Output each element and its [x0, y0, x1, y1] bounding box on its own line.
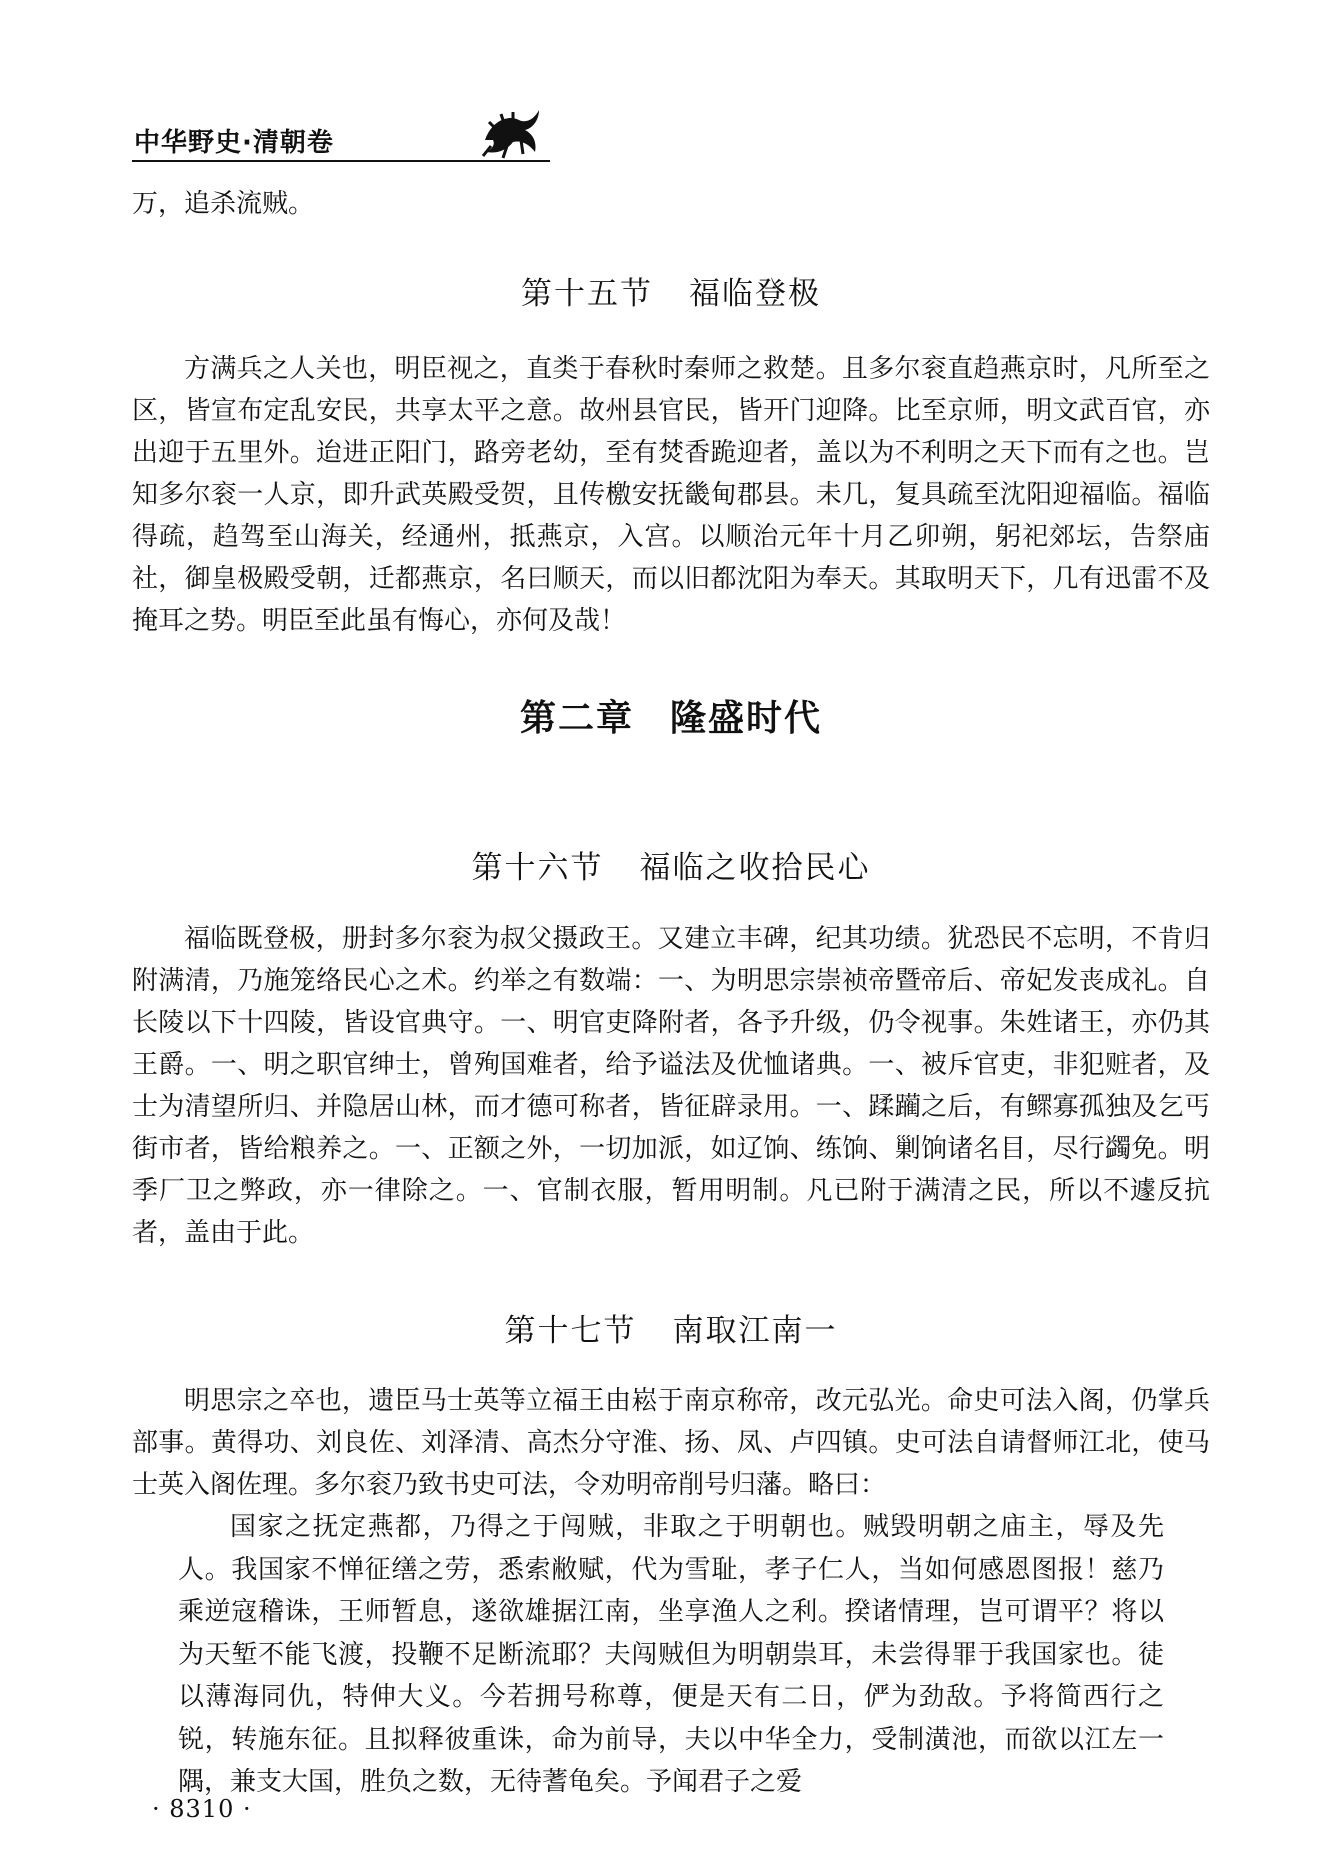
header-rule — [132, 160, 550, 162]
section-title: 南取江南一 — [672, 1313, 838, 1349]
section-number: 第十五节 — [521, 276, 653, 312]
body-paragraph: 明思宗之卒也，遗臣马士英等立福王由崧于南京称帝，改元弘光。命史可法入阁，仍掌兵部事。黄得功、刘良佐、刘泽清、高杰分守淮、扬、凤、卢四镇。史可法自请督师江北，使马士英入阁佐理。多尔衮乃致书史可法，令劝明帝削号归藩。略曰： — [132, 1386, 1210, 1500]
section-heading-17 — [132, 1305, 1210, 1350]
section-heading-16 — [132, 842, 1210, 887]
section-title: 福临登极 — [689, 276, 821, 312]
section-number: 第十七节 — [504, 1313, 637, 1349]
chapter-number: 第二章 — [519, 698, 634, 739]
body-paragraph: 福临既登极，册封多尔衮为叔父摄政王。又建立丰碑，纪其功绩。犹恐民不忘明，不肯归附满清，乃施笼络民心之术。约举之有数端：一、为明思宗崇祯帝暨帝后、帝妃发丧成礼。自长陵以下十四陵，皆设官典守。一、明官吏降附者，各予升级，仍令视事。朱姓诸王，亦仍其王爵。一、明之职官绅士，曾殉国难者，给予谥法及优恤诸典。一、被斥官吏，非犯赃者，及士为清望所归、并隐居山林，而才德可称者，皆征辟录用。一、蹂躏之后，有鳏寡孤独及乞丐街市者，皆给粮养之。一、正额之外，一切加派，如辽饷、练饷、剿饷诸名目，尽行蠲免。明季厂卫之弊政，亦一律除之。一、官制衣服，暂用明制。凡已附于满清之民，所以不遽反抗者，盖由于此。 — [132, 924, 1210, 1248]
page-number: · 8310 · — [152, 1795, 252, 1823]
body-paragraph: 方满兵之人关也，明臣视之，直类于春秋时秦师之救楚。且多尔衮直趋燕京时，凡所至之区，皆宣布定乱安民，共享太平之意。故州县官民，皆开门迎降。比至京师，明文武百官，亦出迎于五里外。迨进正阳门，路旁老幼，至有焚香跪迎者，盖以为不利明之天下而有之也。岂知多尔衮一人京，即升武英殿受贺，且传檄安抚畿甸郡县。未几，复具疏至沈阳迎福临。福临得疏，趋驾至山海关，经通州，抵燕京，入宫。以顺治元年十月乙卯朔，躬祀郊坛，告祭庙社，御皇极殿受朝，迁都燕京，名曰顺天，而以旧都沈阳为奉天。其取明天下，几有迅雷不及掩耳之势。明臣至此虽有悔心，亦何及哉！ — [132, 354, 1210, 636]
dragon-emblem-icon — [477, 100, 545, 160]
section-title: 福临之收拾民心 — [639, 850, 871, 886]
block-quote: 国家之抚定燕都，乃得之于闯贼，非取之于明朝也。贼毁明朝之庙主，辱及先人。我国家不惮征缮之劳，悉索敝赋，代为雪耻，孝子仁人，当如何感恩图报！慈乃乘逆寇稽诛，王师暂息，遂欲雄据江南，坐享渔人之利。揆诸情理，岂可谓平？将以为天堑不能飞渡，投鞭不足断流耶？夫闯贼但为明朝祟耳，未尝得罪于我国家也。徒以薄海同仇，特伸大义。今若拥号称尊，便是天有二日，俨为劲敌。予将简西行之锐，转施东征。且拟释彼重诛，命为前导，夫以中华全力，受制潢池，而欲以江左一隅，兼支大国，胜负之数，无待蓍龟矣。予闻君子之爱 — [178, 1512, 1164, 1797]
section-number: 第十六节 — [471, 850, 604, 886]
continuation-line: 万，追杀流贼。 — [132, 189, 315, 219]
chapter-heading — [132, 690, 1210, 741]
chapter-title: 隆盛时代 — [670, 698, 823, 739]
running-header — [132, 100, 552, 162]
section-heading-15 — [132, 268, 1210, 313]
book-title: 中华野史·清朝卷 — [134, 128, 334, 158]
